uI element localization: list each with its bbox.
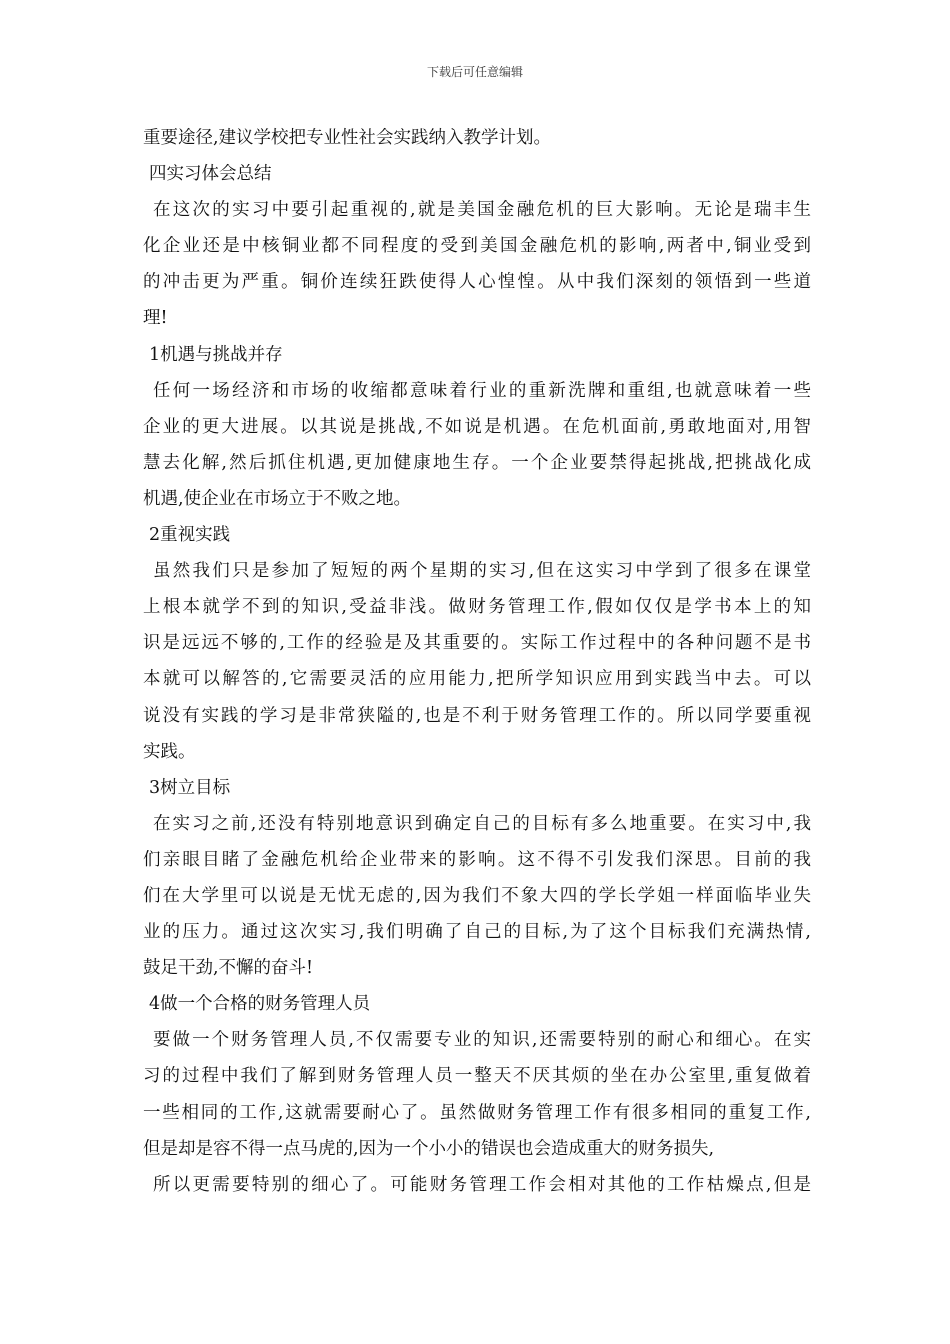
paragraph-line: 们亲眼目睹了金融危机给企业带来的影响。这不得不引发我们深思。目前的我 [143,849,811,870]
paragraph-line: 一些相同的工作,这就需要耐心了。虽然做财务管理工作有很多相同的重复工作, [143,1102,811,1123]
paragraph-line: 任何一场经济和市场的收缩都意味着行业的重新洗牌和重组,也就意味着一些 [153,380,811,401]
paragraph-line: 要做一个财务管理人员,不仅需要专业的知识,还需要特别的耐心和细心。在实 [153,1030,811,1051]
document-body [143,120,811,1203]
paragraph-line: 习的过程中我们了解到财务管理人员一整天不厌其烦的坐在办公室里,重复做着 [143,1066,811,1087]
paragraph-line: 所以更需要特别的细心了。可能财务管理工作会相对其他的工作枯燥点,但是 [153,1174,811,1195]
paragraph-line: 虽然我们只是参加了短短的两个星期的实习,但在这实习中学到了很多在课堂 [153,561,811,582]
section-heading: 3树立目标 [149,777,231,798]
paragraph-line: 但是却是容不得一点马虎的,因为一个小小的错误也会造成重大的财务损失, [143,1138,715,1159]
paragraph-line: 业的压力。通过这次实习,我们明确了自己的目标,为了这个目标我们充满热情, [143,922,811,943]
page-header: 下载后可任意编辑 [426,65,523,79]
section-heading: 2重视实践 [149,525,231,546]
paragraph-line: 上根本就学不到的知识,受益非浅。做财务管理工作,假如仅仅是学书本上的知 [143,597,811,618]
paragraph-line: 在实习之前,还没有特别地意识到确定自己的目标有多么地重要。在实习中,我 [153,813,811,834]
paragraph-line: 们在大学里可以说是无忧无虑的,因为我们不象大四的学长学姐一样面临毕业失 [143,885,811,906]
paragraph-line: 本就可以解答的,它需要灵活的应用能力,把所学知识应用到实践当中去。可以 [143,669,811,690]
paragraph-line: 企业的更大进展。以其说是挑战,不如说是机遇。在危机面前,勇敢地面对,用智 [143,416,811,437]
paragraph-line: 鼓足干劲,不懈的奋斗! [143,958,314,979]
paragraph-line: 实践。 [143,741,196,762]
paragraph-line: 在这次的实习中要引起重视的,就是美国金融危机的巨大影响。无论是瑞丰生 [153,200,811,221]
paragraph-line: 机遇,使企业在市场立于不败之地。 [143,488,412,509]
section-heading: 1机遇与挑战并存 [149,344,283,365]
paragraph-line: 识是远远不够的,工作的经验是及其重要的。实际工作过程中的各种问题不是书 [143,633,811,654]
paragraph-line: 慧去化解,然后抓住机遇,更加健康地生存。一个企业要禁得起挑战,把挑战化成 [143,452,811,473]
paragraph-line: 理! [143,308,168,329]
paragraph-line: 重要途径,建议学校把专业性社会实践纳入教学计划。 [143,128,552,148]
section-heading: 4做一个合格的财务管理人员 [149,994,371,1015]
section-heading: 四实习体会总结 [149,164,272,185]
paragraph-line: 化企业还是中核铜业都不同程度的受到美国金融危机的影响,两者中,铜业受到 [143,236,811,257]
paragraph-line: 的冲击更为严重。铜价连续狂跌使得人心惶惶。从中我们深刻的领悟到一些道 [143,272,811,293]
paragraph-line: 说没有实践的学习是非常狭隘的,也是不利于财务管理工作的。所以同学要重视 [143,705,811,726]
